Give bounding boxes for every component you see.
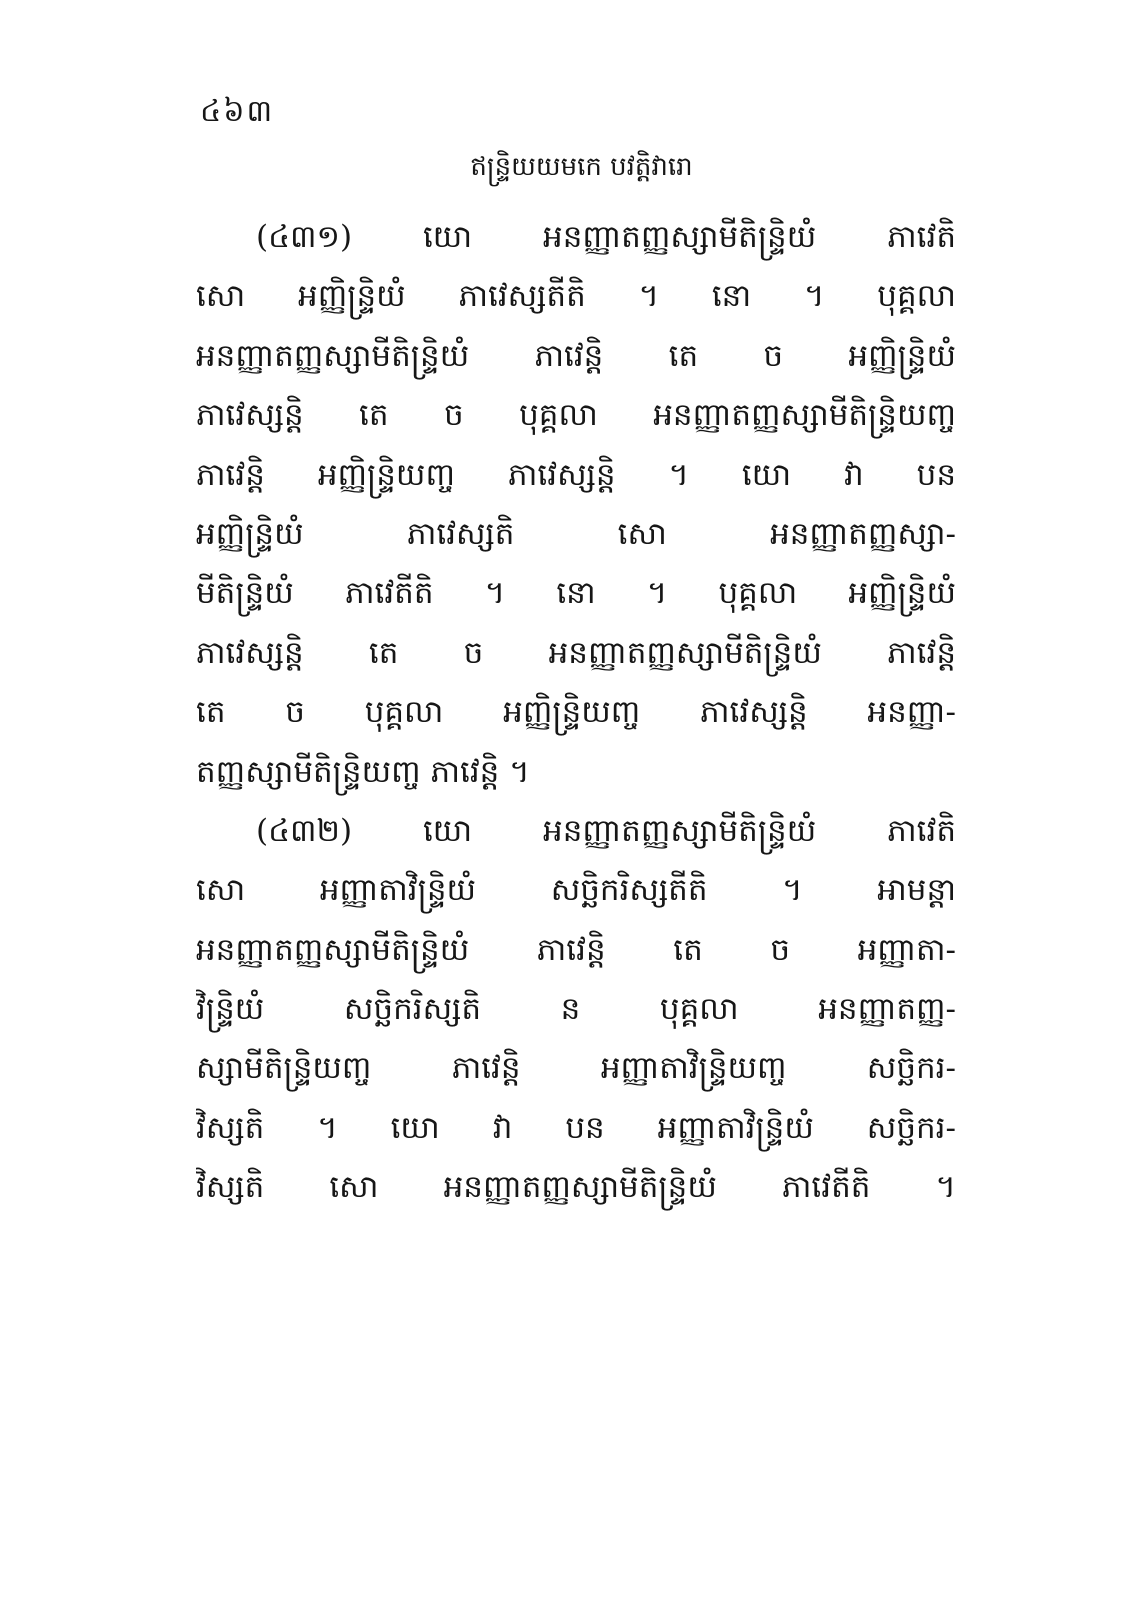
text-line: តេ ច បុគ្គលា អញ្ញិន្ទ្រិយញ្ច ភាវេស្សន្តិ អនញ្ញា-	[196, 694, 956, 731]
paragraph-431	[196, 208, 956, 802]
text-line: សោ អញ្ញាតាវិន្ទ្រិយំ សច្ឆិករិស្សតីតិ ។ អាមន្តា	[196, 872, 956, 909]
text-line: វិស្សតិ ។ យោ វា បន អញ្ញាតាវិន្ទ្រិយំ សច្ឆិករ-	[196, 1109, 956, 1146]
text-line: វិន្ទ្រិយំ សច្ឆិករិស្សតិ ន បុគ្គលា អនញ្ញាតញ្ញ-	[196, 991, 956, 1028]
text-line: (៤៣២) យោ អនញ្ញាតញ្ញស្សាមីតិន្ទ្រិយំ ភាវេតិ	[256, 812, 956, 849]
text-line: ភាវេន្តិ អញ្ញិន្ទ្រិយញ្ច ភាវេស្សន្តិ ។ យោ វា បន	[196, 456, 956, 493]
text-line: មីតិន្ទ្រិយំ ភាវេតីតិ ។ នោ ។ បុគ្គលា អញ្ញិន្ទ្រិយំ	[196, 575, 956, 612]
text-line: ភាវេស្សន្តិ តេ ច បុគ្គលា អនញ្ញាតញ្ញស្សាមីតិន្ទ្រិយញ្ច	[196, 397, 956, 434]
text-line: ភាវេស្សន្តិ តេ ច អនញ្ញាតញ្ញស្សាមីតិន្ទ្រិយំ ភាវេន្តិ	[196, 634, 956, 671]
page-number: ៤៦៣	[200, 94, 275, 129]
body-text	[196, 208, 956, 1218]
page-title: ឥន្ទ្រិយយមកេ បវត្តិវារោ	[470, 152, 693, 182]
paragraph-432	[196, 802, 956, 1218]
text-line: វិស្សតិ សោ អនញ្ញាតញ្ញស្សាមីតិន្ទ្រិយំ ភាវេតីតិ ។	[196, 1169, 956, 1206]
text-line: អនញ្ញាតញ្ញស្សាមីតិន្ទ្រិយំ ភាវេន្តិ តេ ច អញ្ញាតា-	[196, 931, 956, 968]
text-line: តញ្ញស្សាមីតិន្ទ្រិយញ្ច ភាវេន្តិ ។	[196, 753, 530, 790]
text-line: សោ អញ្ញិន្ទ្រិយំ ភាវេស្សតីតិ ។ នោ ។ បុគ្គលា	[196, 278, 956, 315]
text-line: អញ្ញិន្ទ្រិយំ ភាវេស្សតិ សោ អនញ្ញាតញ្ញស្សា-	[196, 515, 956, 552]
text-line: ស្សាមីតិន្ទ្រិយញ្ច ភាវេន្តិ អញ្ញាតាវិន្ទ្រិយញ្ច សច្ឆិករ-	[196, 1050, 956, 1087]
text-line: (៤៣១) យោ អនញ្ញាតញ្ញស្សាមីតិន្ទ្រិយំ ភាវេតិ	[256, 219, 956, 255]
text-line: អនញ្ញាតញ្ញស្សាមីតិន្ទ្រិយំ ភាវេន្តិ តេ ច អញ្ញិន្ទ្រិយំ	[196, 337, 956, 374]
